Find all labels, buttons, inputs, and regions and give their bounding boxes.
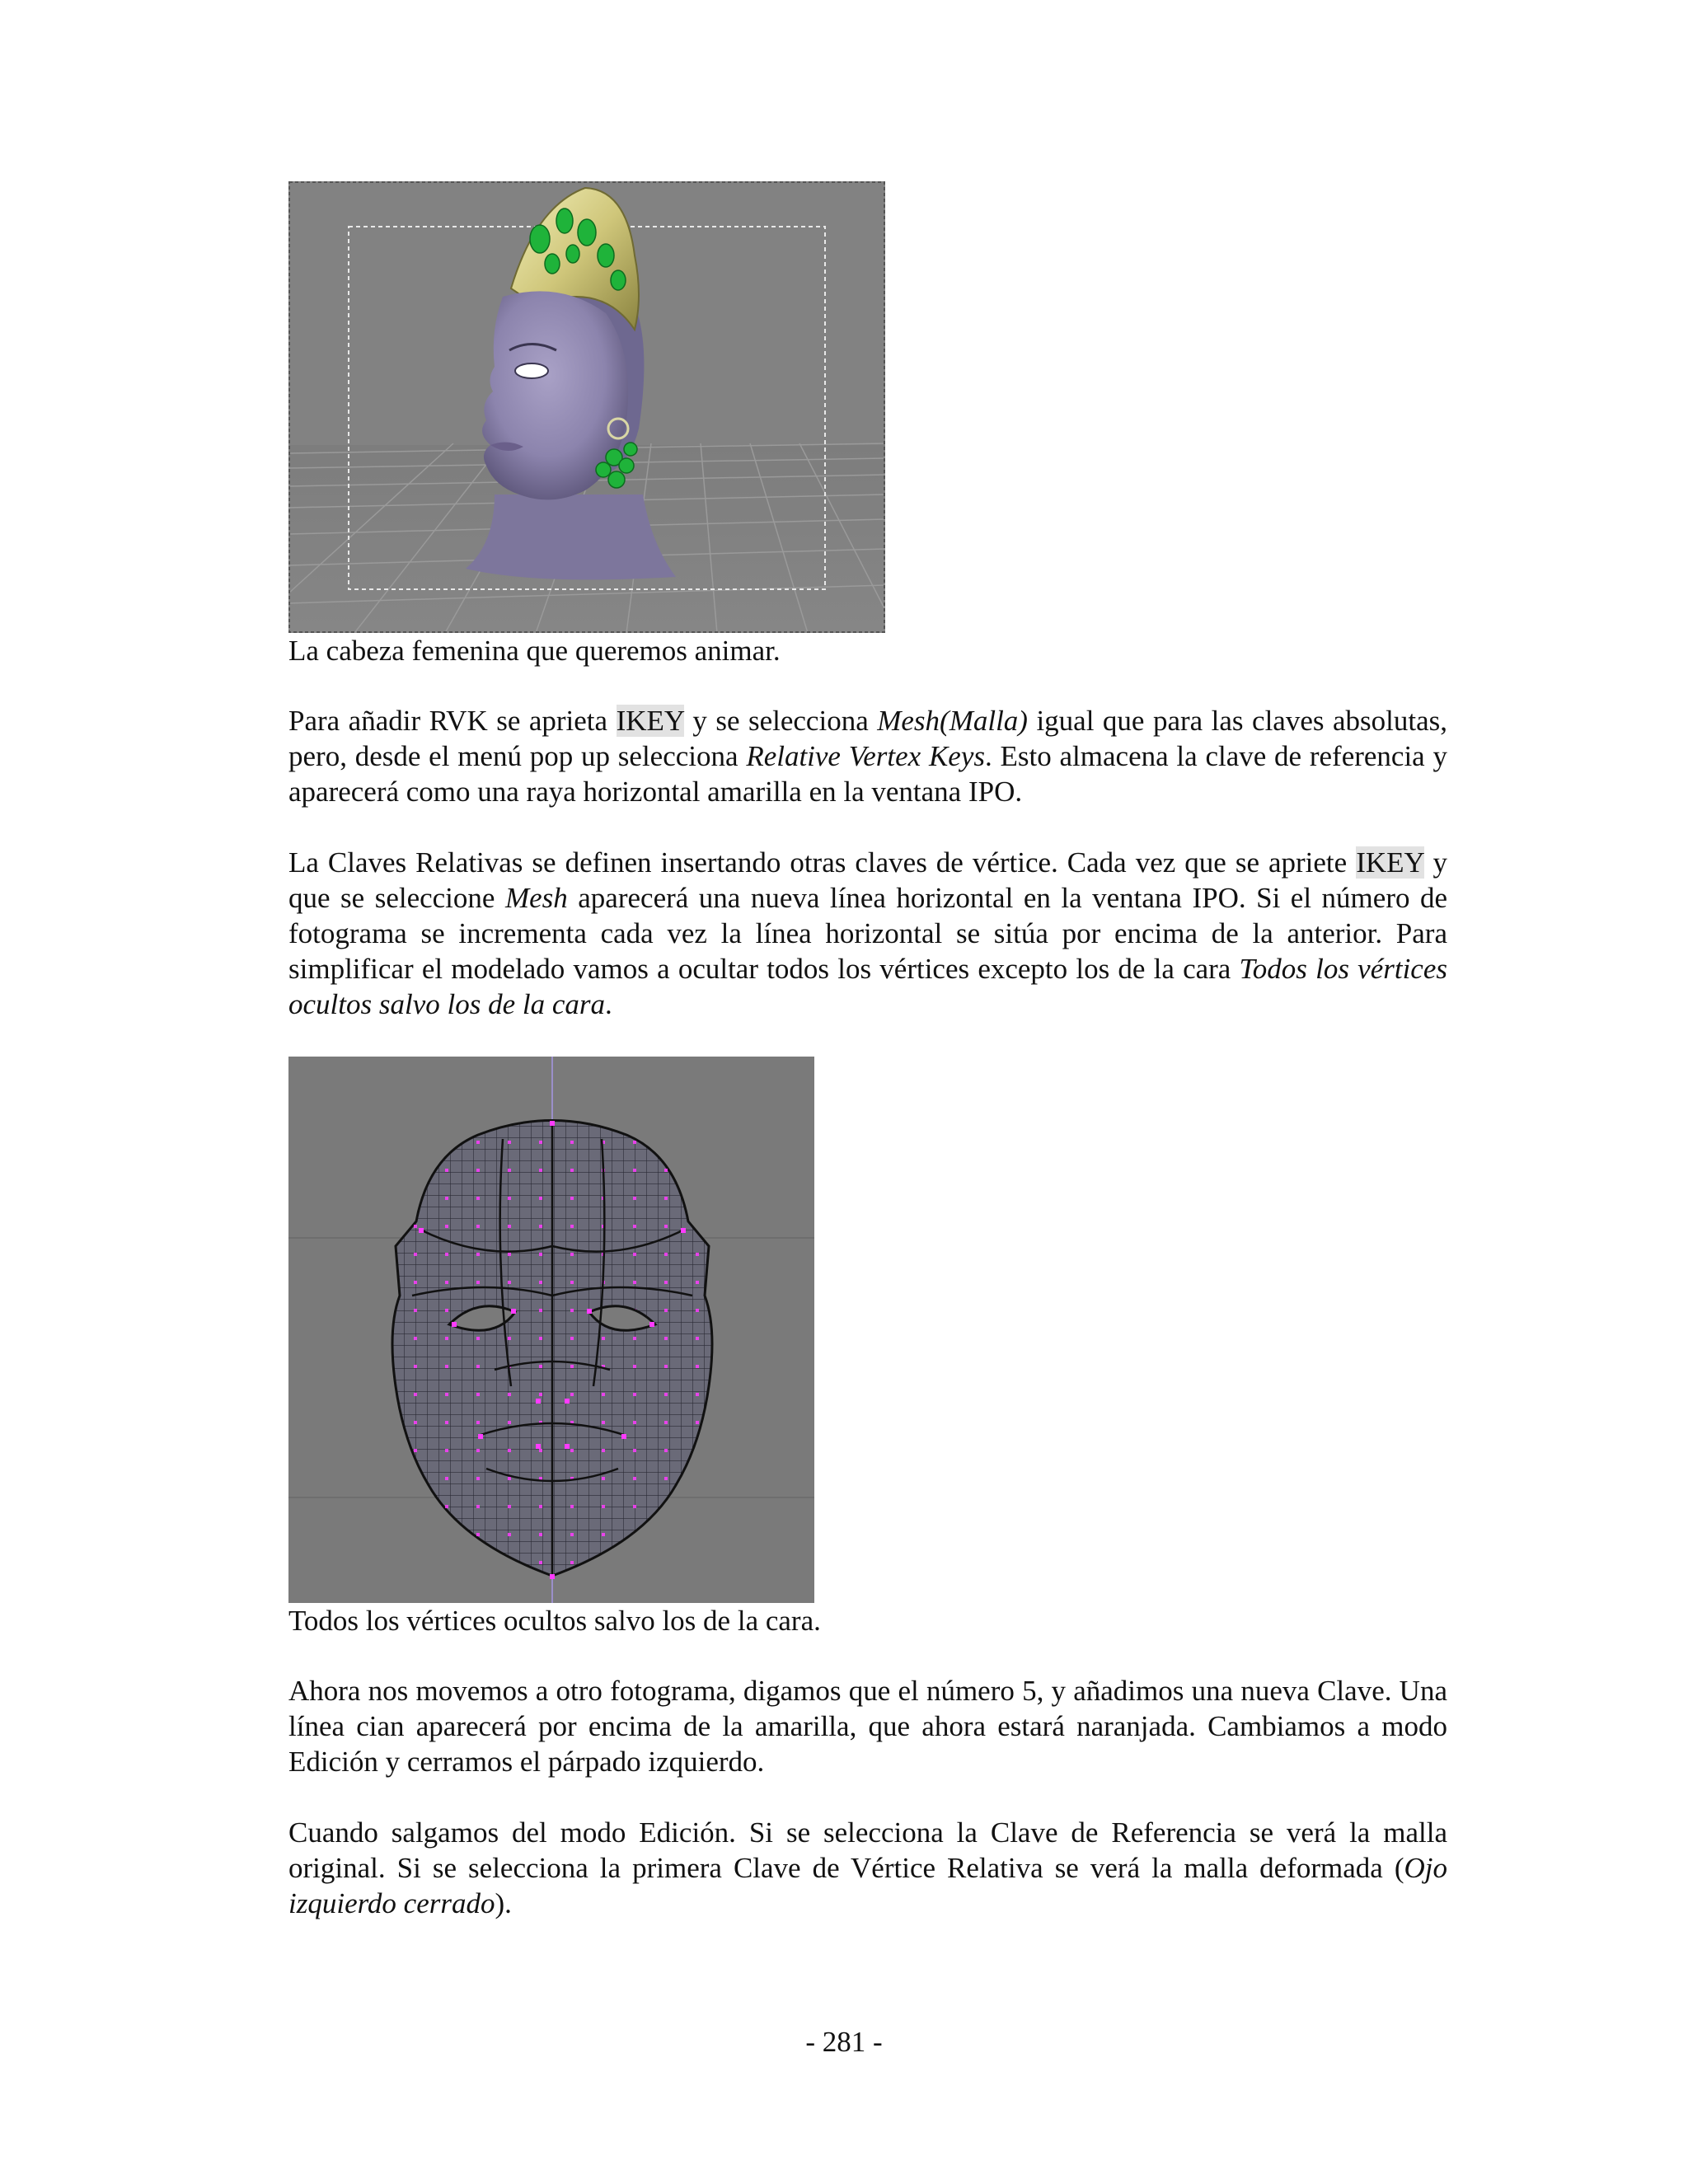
paragraph-new-frame: Ahora nos movemos a otro fotograma, digamos que el número 5, y añadimos una nueva Clave. Una línea cian aparecerá por encima de la amarilla, que ahora estará naranjada. Cambiamos a modo Edición y cerramos el párpado izquierdo. [288,1675,1447,1778]
figure-female-head-render [288,181,885,633]
paragraph-rvk-intro: Para añadir RVK se aprieta IKEY y se selecciona Mesh(Malla) igual que para las claves absolutas, pero, desde el menú pop up selecciona Relative Vertex Keys. Esto almacena la clave de referencia y aparecerá como una raya horizontal amarilla en la ventana IPO. [288,705,1447,808]
key-ikey: IKEY [1356,846,1424,879]
page-number: - 281 - [805,2026,883,2058]
key-ikey: IKEY [616,705,684,737]
paragraph-relative-keys: La Claves Relativas se definen insertando otras claves de vértice. Cada vez que se apriete IKEY y que se seleccione Mesh aparecerá una nueva línea horizontal en la ventana IPO. Si el número de fotograma se incrementa cada vez la línea horizontal se sitúa por encima de la anterior. Para simplificar el modelado vamos a ocultar todos los vértices excepto los de la cara Todos los vértices ocultos salvo los de la cara. [288,846,1448,1020]
paragraph-edit-mode: Cuando salgamos del modo Edición. Si se selecciona la Clave de Referencia se verá la malla original. Si se selecciona la primera Clave de Vértice Relativa se verá la malla deformada (Ojo izquierdo cerrado). [288,1816,1447,1919]
figure-1-caption: La cabeza femenina que queremos animar. [288,635,781,667]
figure-2-caption: Todos los vértices ocultos salvo los de la cara. [288,1605,821,1637]
figure-face-mesh-wireframe [288,1057,814,1603]
